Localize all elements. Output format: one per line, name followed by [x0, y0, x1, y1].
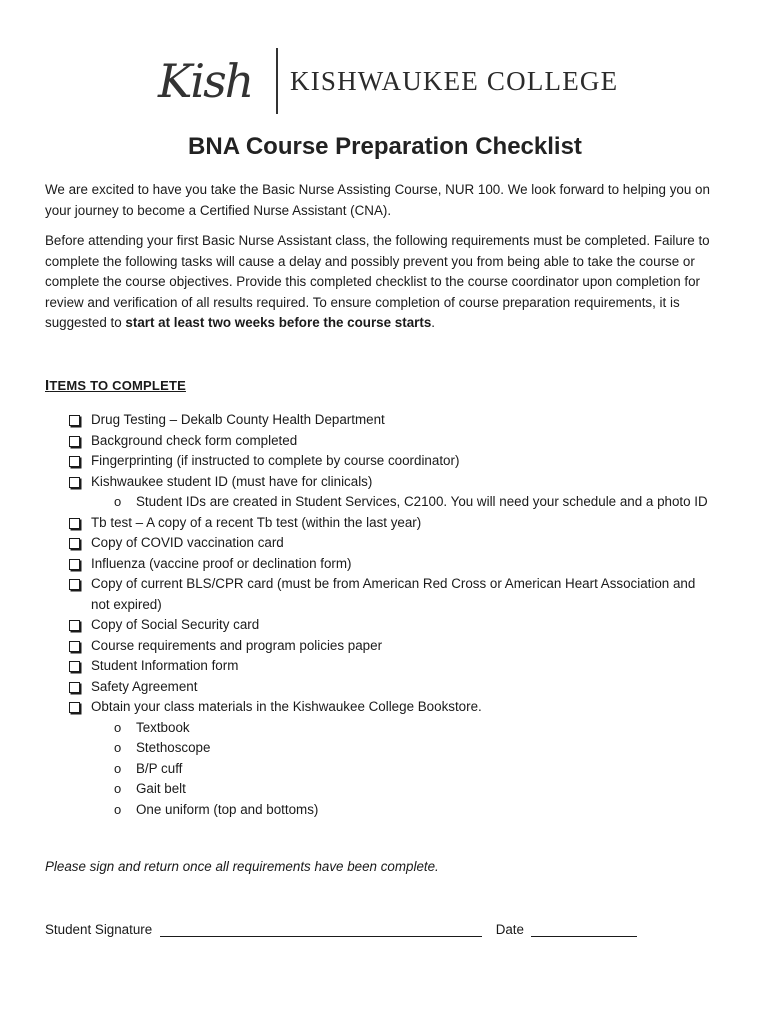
checklist-item — [0, 677, 770, 697]
bullet-icon: o — [114, 494, 122, 509]
checklist-item — [0, 697, 770, 717]
checklist-item — [0, 410, 770, 430]
checkbox-icon[interactable] — [69, 661, 80, 672]
checklist-item-continuation — [0, 595, 770, 615]
section-heading-rest: TEMS TO COMPLETE — [49, 378, 186, 393]
checkbox-icon[interactable] — [69, 641, 80, 652]
checklist-item-label: Influenza (vaccine proof or declination form) — [91, 555, 352, 571]
signature-label: Student Signature — [45, 922, 153, 937]
bullet-icon: o — [114, 801, 122, 817]
checklist-item-label: Copy of current BLS/CPR card (must be from American Red Cross or American Heart Association and — [91, 576, 696, 591]
intro-paragraph-1: We are excited to have you take the Basic Nurse Assisting Course, NUR 100. We look forward to helping you on your journey to become a Certified Nurse Assistant (CNA). — [45, 182, 710, 218]
intro-paragraph-2-text: Before attending your first Basic Nurse Assistant class, the following requirements must be completed. Failure to complete the following tasks will cause a delay and possibly prevent you from being able to take the course or complete the course objectives. Provide this completed checklist to the course coordinator upon completion for review and verification of all results required. To ensure completion of course preparation requirements, it is suggested to — [45, 233, 710, 331]
date-field[interactable] — [531, 922, 637, 937]
checklist-item-label: Obtain your class materials in the Kishwaukee College Bookstore. — [91, 699, 482, 714]
material-item — [0, 738, 770, 758]
bullet-icon: o — [114, 740, 122, 755]
checkbox-icon[interactable] — [69, 518, 80, 529]
material-item — [0, 779, 770, 799]
checkbox-icon[interactable] — [69, 579, 80, 590]
checkbox-icon[interactable] — [69, 702, 80, 713]
material-label: One uniform (top and bottoms) — [136, 801, 319, 817]
signature-row — [45, 922, 637, 937]
material-item — [0, 759, 770, 779]
section-heading — [45, 377, 186, 394]
checklist-item-label: Copy of Social Security card — [91, 617, 260, 632]
checklist-item-label: Copy of COVID vaccination card — [91, 535, 284, 550]
checklist-item — [0, 615, 770, 635]
material-item — [0, 800, 770, 820]
checklist-item — [0, 533, 770, 553]
intro-paragraph-2-emphasis: start at least two weeks before the course starts — [125, 315, 432, 331]
checklist-item — [0, 513, 770, 533]
checklist-item-label: Fingerprinting (if instructed to complete by course coordinator) — [91, 453, 460, 468]
checkbox-icon[interactable] — [69, 477, 80, 488]
college-logo — [158, 46, 618, 116]
checklist-item-label-continued: not expired) — [91, 596, 162, 612]
checklist-item — [0, 554, 770, 574]
signature-field[interactable] — [160, 922, 482, 937]
section-heading-initial: I — [45, 377, 50, 394]
intro-paragraph-2 — [45, 231, 730, 334]
checklist-item-label: Safety Agreement — [91, 678, 198, 694]
checklist-item-label: Drug Testing – Dekalb County Health Department — [91, 412, 385, 427]
bullet-icon: o — [114, 760, 122, 776]
material-label: Stethoscope — [136, 740, 211, 755]
bullet-icon: o — [114, 781, 122, 796]
date-label: Date — [495, 922, 524, 937]
checkbox-icon[interactable] — [69, 538, 80, 549]
bullet-icon: o — [114, 719, 122, 735]
checkbox-icon[interactable] — [69, 620, 80, 631]
college-name: KISHWAUKEE COLLEGE — [290, 65, 619, 96]
checkbox-icon[interactable] — [69, 436, 80, 447]
checklist-item — [0, 574, 770, 594]
checklist-item-label: Student Information form — [91, 658, 239, 673]
logo-script-mark: Kish — [158, 54, 253, 108]
material-item — [0, 718, 770, 738]
logo-divider — [276, 48, 278, 114]
material-label: Gait belt — [136, 781, 186, 796]
checkbox-icon[interactable] — [69, 559, 80, 570]
checkbox-icon[interactable] — [69, 682, 80, 693]
checklist-item-label: Background check form completed — [91, 432, 298, 448]
material-label: Textbook — [136, 719, 190, 735]
checklist-item-label: Kishwaukee student ID (must have for clinicals) — [91, 473, 373, 489]
checklist-item — [0, 451, 770, 471]
checklist-item — [0, 431, 770, 451]
checklist-item — [0, 656, 770, 676]
checklist-item — [0, 636, 770, 656]
checkbox-icon[interactable] — [69, 456, 80, 467]
checklist-subitem-label: Student IDs are created in Student Services, C2100. You will need your schedule and a photo ID — [136, 494, 708, 509]
checklist-item — [0, 472, 770, 492]
intro-paragraph-2-end: . — [431, 315, 436, 331]
page-title: BNA Course Preparation Checklist — [188, 133, 582, 160]
checklist-item-label: Course requirements and program policies paper — [91, 637, 383, 653]
checkbox-icon[interactable] — [69, 415, 80, 426]
checklist-subitem — [0, 492, 770, 512]
checklist-item-label: Tb test – A copy of a recent Tb test (within the last year) — [91, 514, 422, 530]
material-label: B/P cuff — [136, 760, 183, 776]
return-note: Please sign and return once all requirements have been complete. — [45, 859, 439, 874]
